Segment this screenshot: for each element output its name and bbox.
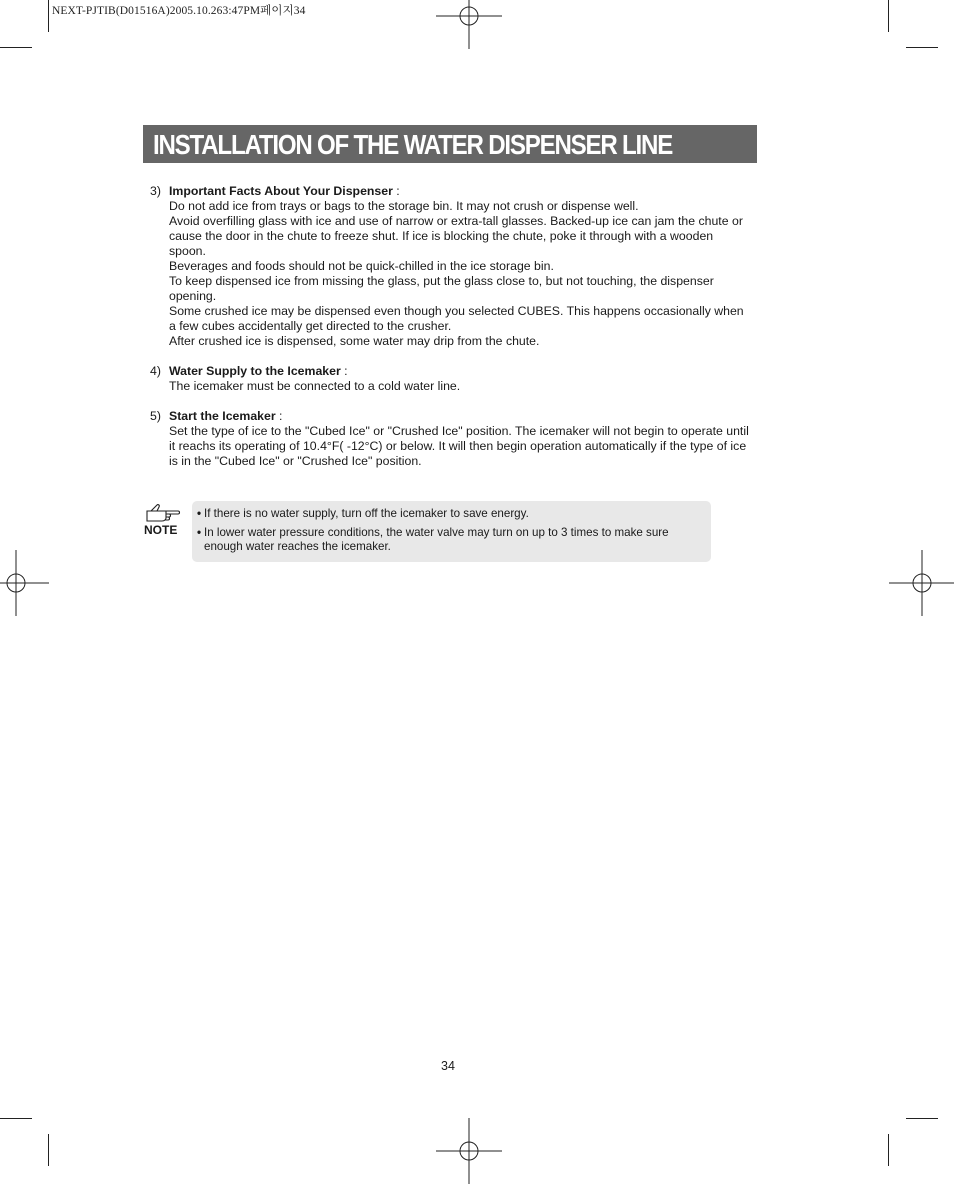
paragraph: Some crushed ice may be dispensed even though you selected CUBES. This happens occasionally when a few cubes accidentally get directed to the crusher. — [169, 304, 744, 333]
crop-mark-top-right-v — [888, 0, 889, 32]
list-item — [150, 409, 750, 469]
paragraph: Do not add ice from trays or bags to the storage bin. It may not crush or dispense well. — [169, 199, 639, 213]
paragraph: After crushed ice is dispensed, some water may drip from the chute. — [169, 334, 540, 348]
crop-mark-bottom-right-h — [906, 1118, 938, 1119]
note-bullet — [197, 526, 703, 554]
page-title: INSTALLATION OF THE WATER DISPENSER LINE — [153, 129, 673, 160]
instructions-list — [150, 184, 750, 484]
crop-mark-top-left-h — [0, 47, 32, 48]
item-number: 5) — [150, 409, 161, 423]
crop-mark-top-right-h — [906, 47, 938, 48]
heading-separator: : — [275, 409, 283, 423]
paragraph: The icemaker must be connected to a cold water line. — [169, 379, 461, 393]
note-bullet-text: If there is no water supply, turn off the icemaker to save energy. — [204, 507, 529, 520]
registration-mark-left-icon — [0, 550, 49, 616]
bullet-dot: • — [197, 526, 202, 539]
paragraph: Beverages and foods should not be quick-chilled in the ice storage bin. — [169, 259, 554, 273]
heading-separator: : — [392, 184, 400, 198]
registration-mark-right-icon — [889, 550, 954, 616]
paragraph: Set the type of ice to the "Cubed Ice" or "Crushed Ice" position. The icemaker will not begin to operate until it reachs its operating of 10.4°F( -12°C) or below. It will then begin operation automatically if the type of ice is in the "Cubed Ice" or "Crushed Ice" position. — [169, 424, 749, 468]
item-heading-line — [169, 364, 750, 379]
note-bullet — [197, 507, 703, 521]
section-title-bar — [143, 125, 757, 163]
item-heading: Water Supply to the Icemaker — [169, 364, 341, 378]
note-bullet-text: In lower water pressure conditions, the water valve may turn on up to 3 times to make sure enough water reaches the icemaker. — [204, 526, 669, 553]
note-label: NOTE — [144, 523, 178, 537]
paragraph: To keep dispensed ice from missing the glass, put the glass close to, but not touching, the dispenser opening. — [169, 274, 714, 303]
print-slug: NEXT-PJTIB(D01516A)2005.10.263:47PM페이지34 — [52, 5, 306, 17]
list-item — [150, 364, 750, 394]
note-box — [192, 501, 711, 562]
heading-separator: : — [340, 364, 348, 378]
item-heading: Start the Icemaker — [169, 409, 276, 423]
item-heading-line — [169, 409, 750, 424]
crop-mark-bottom-right-v — [888, 1134, 889, 1166]
registration-mark-top-icon — [436, 0, 502, 49]
item-heading: Important Facts About Your Dispenser — [169, 184, 393, 198]
crop-mark-bottom-left-h — [0, 1118, 32, 1119]
crop-mark-bottom-left-v — [48, 1134, 49, 1166]
bullet-dot: • — [197, 507, 202, 520]
paragraph: Avoid overfilling glass with ice and use of narrow or extra-tall glasses. Backed-up ice can jam the chute or cause the door in the chute to freeze shut. If ice is blocking the chute, poke it through with a wooden spoon. — [169, 214, 743, 258]
registration-mark-bottom-icon — [436, 1118, 502, 1184]
item-heading-line — [169, 184, 750, 199]
crop-mark-top-left-v — [48, 0, 49, 32]
item-number: 4) — [150, 364, 161, 378]
item-number: 3) — [150, 184, 161, 198]
page-number: 34 — [441, 1059, 455, 1073]
list-item — [150, 184, 750, 349]
